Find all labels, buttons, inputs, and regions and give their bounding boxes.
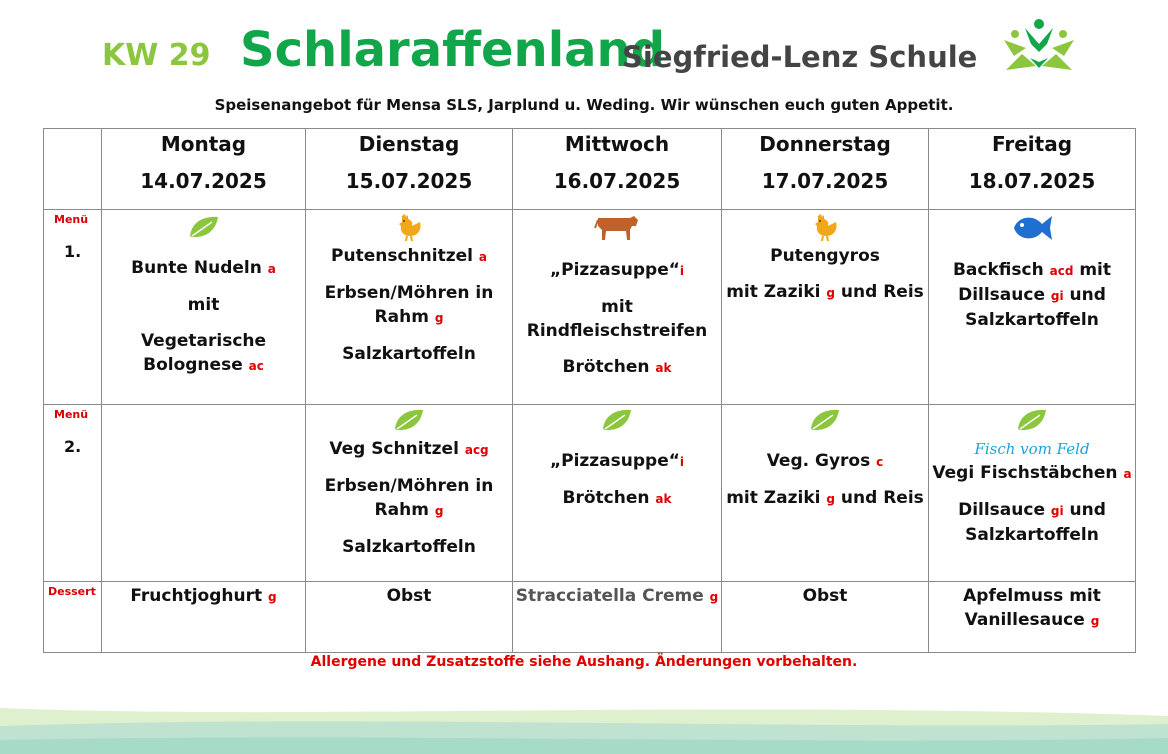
school-name: Siegfried-Lenz Schule (622, 40, 978, 74)
leaf-icon (601, 407, 633, 433)
day-header-thursday: Donnerstag 17.07.2025 (722, 129, 929, 210)
subtitle: Speisenangebot für Mensa SLS, Jarplund u. Weding. Wir wünschen euch guten Appetit. (214, 96, 954, 114)
page-title: Schlaraffenland (240, 22, 666, 78)
leaf-icon (393, 407, 425, 433)
menu-2-tuesday: Veg Schnitzel acg Erbsen/Möhren in Rahm g Salzkartoffeln (306, 405, 513, 582)
menu-1-label: Menü 1. (44, 210, 102, 405)
cow-icon (594, 212, 640, 242)
dessert-tuesday: Obst (306, 582, 513, 653)
day-header-friday: Freitag 18.07.2025 (929, 129, 1136, 210)
menu-2-wednesday: „Pizzasuppe“i Brötchen ak (513, 405, 722, 582)
dessert-monday: Fruchtjoghurt g (102, 582, 306, 653)
menu-table (43, 128, 1136, 653)
week-label: KW 29 (102, 38, 211, 73)
dessert-thursday: Obst (722, 582, 929, 653)
corner-cell (44, 129, 102, 210)
menu-2-friday: Fisch vom Feld Vegi Fischstäbchen a Dillsauce gi und Salzkartoffeln (929, 405, 1136, 582)
menu-1-friday: Backfisch acd mit Dillsauce gi und Salzkartoffeln (929, 210, 1136, 405)
decorative-waves (0, 690, 1168, 754)
menu-2-monday (102, 405, 306, 582)
dessert-friday: Apfelmuss mit Vanillesauce g (929, 582, 1136, 653)
day-header-tuesday: Dienstag 15.07.2025 (306, 129, 513, 210)
menu-2-thursday: Veg. Gyros c mit Zaziki g und Reis (722, 405, 929, 582)
chicken-icon (810, 212, 840, 242)
menu-1-wednesday: „Pizzasuppe“i mit Rindfleischstreifen Brötchen ak (513, 210, 722, 405)
menu-1-tuesday: Putenschnitzel a Erbsen/Möhren in Rahm g Salzkartoffeln (306, 210, 513, 405)
fisch-vom-feld-brand: Fisch vom Feld (974, 440, 1090, 458)
menu-1-thursday: Putengyros mit Zaziki g und Reis (722, 210, 929, 405)
dessert-label: Dessert (44, 582, 102, 653)
fish-icon (1010, 212, 1054, 244)
leaf-icon (188, 214, 220, 240)
day-header-wednesday: Mittwoch 16.07.2025 (513, 129, 722, 210)
menu-1-monday: Bunte Nudeln a mit Vegetarische Bolognese ac (102, 210, 306, 405)
menu-2-label: Menü 2. (44, 405, 102, 582)
chicken-icon (394, 212, 424, 242)
dessert-wednesday: Stracciatella Creme g (513, 582, 722, 653)
school-logo-icon (1000, 18, 1078, 74)
day-header-monday: Montag 14.07.2025 (102, 129, 306, 210)
leaf-icon (809, 407, 841, 433)
leaf-icon (1016, 407, 1048, 433)
footer-note: Allergene und Zusatzstoffe siehe Aushang. Änderungen vorbehalten. (310, 654, 858, 670)
